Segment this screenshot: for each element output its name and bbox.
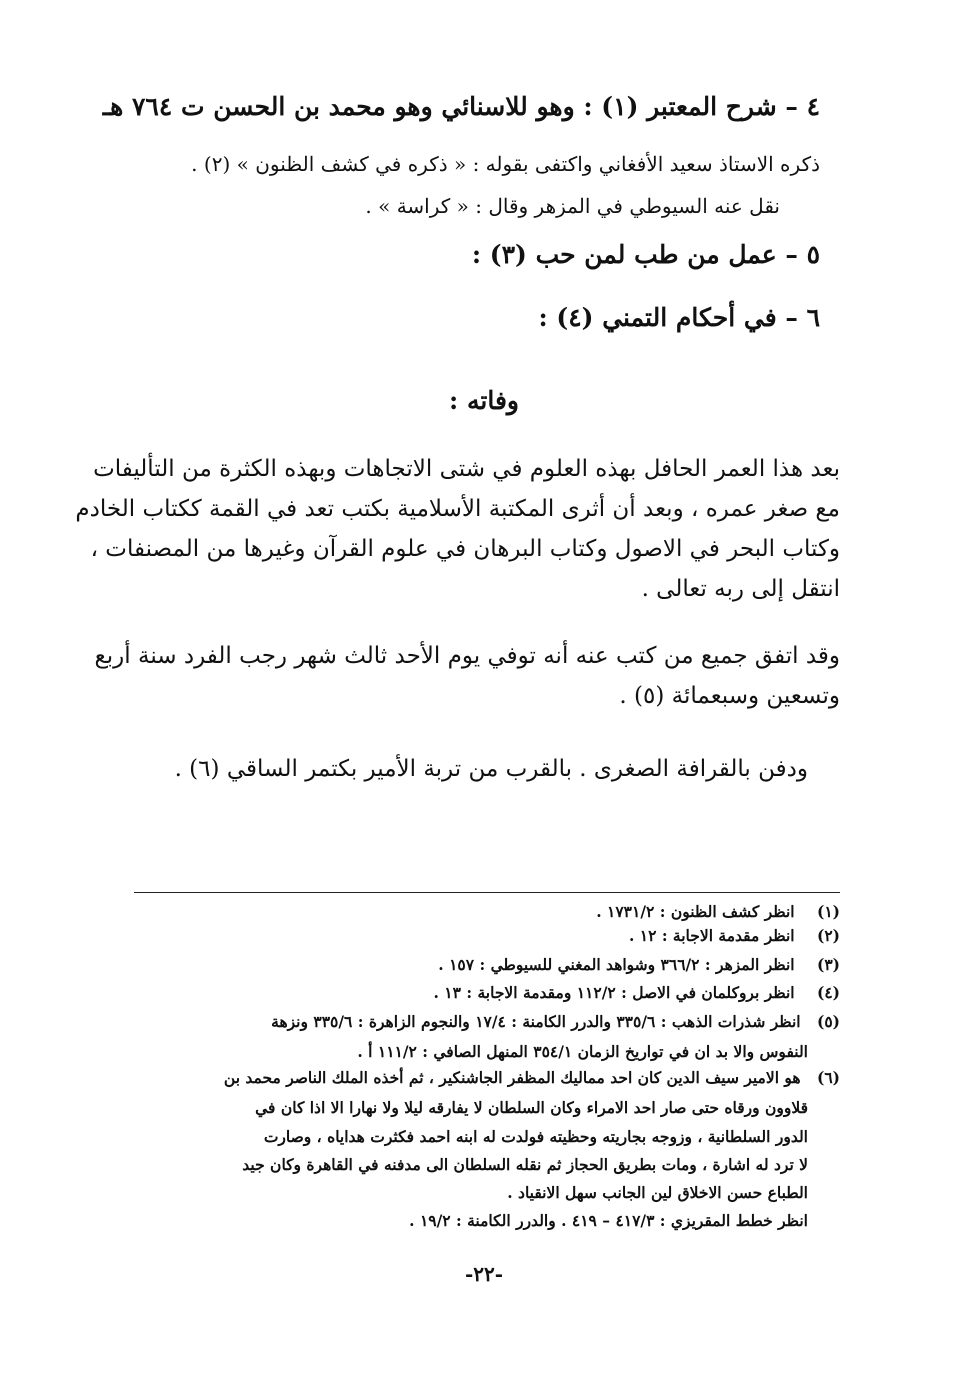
footnote-text: هو الامير سيف الدين كان احد مماليك المظفر الجاشنكير ، ثم أخذه الملك الناصر محمد بن (223, 1068, 801, 1087)
item-6-title: ٦ – في أحكام التمني (٤) : (538, 303, 820, 332)
footnote-text: انظر كشف الظنون : ١٧٣١/٢ . (596, 902, 795, 921)
death-paragraph-1-line-3: وكتاب البحر في الاصول وكتاب البرهان في علوم القرآن وغيرها من المصنفات ، (90, 536, 840, 562)
footnote-4 (132, 983, 840, 1002)
item-4-note-line-2: نقل عنه السيوطي في المزهر وقال : « كراسة » . (365, 194, 780, 218)
footnote-6-line-5: الطباع حسن الاخلاق لين الجانب سهل الانقياد . (507, 1183, 808, 1202)
footnote-3 (132, 955, 840, 974)
death-paragraph-3: ودفن بالقرافة الصغرى . بالقرب من تربة الأمير بكتمر الساقي (٦) . (174, 756, 808, 782)
footnote-5-continuation: النفوس والا بد ان في تواريخ الزمان ٣٥٤/١ المنهل الصافي : ١١١/٢ أ . (357, 1042, 808, 1061)
footnote-number: (٥) (816, 1012, 840, 1031)
death-paragraph-1-line-4: انتقل إلى ربه تعالى . (641, 576, 840, 602)
footnote-6-line-3: الدور السلطانية ، وزوجه بجاريته وحظيته فولدت له ابنه احمد فكثرت هداياه ، وصارت (263, 1127, 808, 1146)
death-paragraph-2-line-1: وقد اتفق جميع من كتب عنه أنه توفي يوم الأحد ثالث شهر رجب الفرد سنة أربع (94, 643, 840, 669)
footnote-number: (٢) (816, 926, 840, 945)
item-4-title: ٤ – شرح المعتبر (١) : وهو للاسنائي وهو محمد بن الحسن ت ٧٦٤ هـ (102, 92, 820, 121)
footnote-5 (132, 1012, 840, 1031)
footnote-text: انظر بروكلمان في الاصل : ١١٢/٢ ومقدمة الاجابة : ١٣ . (433, 983, 795, 1002)
footnote-separator (134, 892, 840, 893)
footnote-number: (٦) (816, 1068, 840, 1087)
death-paragraph-1-line-1: بعد هذا العمر الحافل بهذه العلوم في شتى الاتجاهات وبهذه الكثرة من التأليفات (93, 456, 840, 482)
footnote-6-line-2: قلاوون ورقاه حتى صار احد الامراء وكان السلطان لا يفارقه ليلا ولا نهارا الا اذا كان في (255, 1098, 808, 1117)
footnote-text: انظر المزهر : ٣٦٦/٢ وشواهد المغني للسيوطي : ١٥٧ . (438, 955, 795, 974)
footnote-1 (132, 902, 840, 921)
footnote-number: (٣) (816, 955, 840, 974)
footnote-6-line-6: انظر خطط المقريزي : ٤١٧/٣ – ٤١٩ . والدرر الكامنة : ١٩/٢ . (409, 1211, 808, 1230)
item-4-note-line-1: ذكره الاستاذ سعيد الأفغاني واكتفى بقوله : « ذكره في كشف الظنون » (٢) . (191, 152, 820, 176)
footnote-6-line-4: لا ترد له اشارة ، ومات بطريق الحجاز ثم نقله السلطان الى مدفنه في القاهرة وكان جيد (242, 1155, 808, 1174)
death-paragraph-2-line-2: وتسعين وسبعمائة (٥) . (619, 683, 840, 709)
footnote-2 (132, 926, 840, 945)
item-5-title: ٥ – عمل من طب لمن حب (٣) : (471, 240, 820, 269)
section-heading-death: وفاته : (449, 386, 519, 415)
footnote-number: (٤) (816, 983, 840, 1002)
page-number: -٢٢- (464, 1262, 504, 1286)
footnote-text: انظر مقدمة الاجابة : ١٢ . (628, 926, 795, 945)
death-paragraph-1-line-2: مع صغر عمره ، وبعد أن أثرى المكتبة الأسلامية بكتب تعد في القمة ككتاب الخادم (75, 496, 840, 522)
footnote-number: (١) (816, 902, 840, 921)
footnote-text: انظر شذرات الذهب : ٣٣٥/٦ والدرر الكامنة : ١٧/٤ والنجوم الزاهرة : ٣٣٥/٦ ونزهة (271, 1012, 801, 1031)
footnote-6 (132, 1068, 840, 1087)
